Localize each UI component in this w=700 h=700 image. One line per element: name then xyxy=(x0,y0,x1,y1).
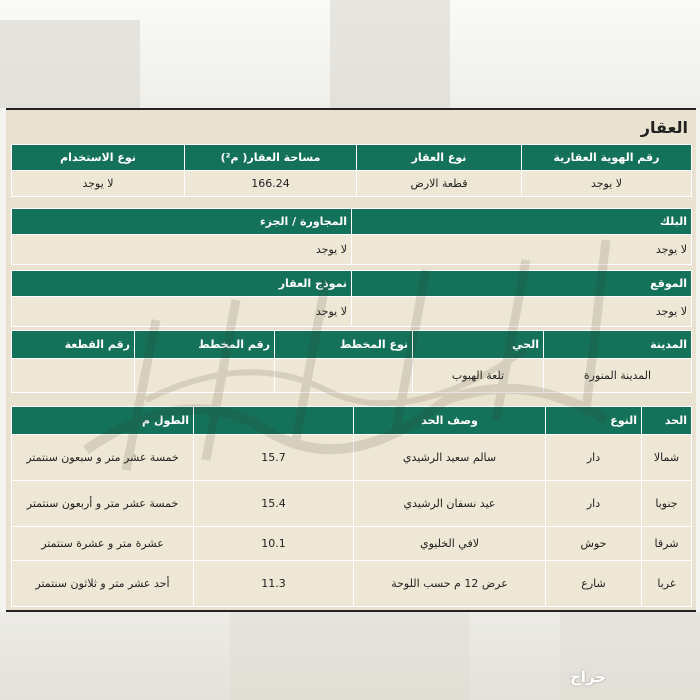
value-usage-type: لا يوجد xyxy=(12,171,185,197)
boundary-type: حوش xyxy=(546,527,642,561)
header-boundary-length-number xyxy=(194,407,354,435)
value-location: لا يوجد xyxy=(352,297,692,327)
boundary-description: عرض 12 م حسب اللوحة xyxy=(354,561,546,607)
value-property-type: قطعة الارض xyxy=(357,171,522,197)
boundary-length-text: عشرة متر و عشرة سنتمتر xyxy=(12,527,194,561)
boundary-side: شرقا xyxy=(642,527,692,561)
address-table xyxy=(11,330,692,393)
header-block: البلك xyxy=(352,209,692,235)
boundary-length-number: 11.3 xyxy=(194,561,354,607)
boundary-description: عيد نسفان الرشيدي xyxy=(354,481,546,527)
header-boundary-description: وصف الحد xyxy=(354,407,546,435)
value-plan-type xyxy=(275,359,413,393)
value-district: تلعة الهبوب xyxy=(413,359,544,393)
value-plan-number xyxy=(135,359,275,393)
boundaries-table xyxy=(11,406,692,607)
background-building xyxy=(0,20,140,108)
boundary-side: شمالا xyxy=(642,435,692,481)
header-property-area: مساحة العقار( م²) xyxy=(185,145,357,171)
header-location: الموقع xyxy=(352,271,692,297)
value-property-id: لا يوجد xyxy=(522,171,692,197)
header-neighborhood-part: المجاورة / الجزء xyxy=(12,209,352,235)
boundary-length-text: خمسة عشر متر و أربعون سنتمتر xyxy=(12,481,194,527)
value-property-model: لا يوجد xyxy=(12,297,352,327)
header-plot-number: رقم القطعة xyxy=(12,331,135,359)
header-city: المدينة xyxy=(544,331,692,359)
header-plan-number: رقم المخطط xyxy=(135,331,275,359)
boundary-type: شارع xyxy=(546,561,642,607)
header-boundary-length: الطول م xyxy=(12,407,194,435)
boundary-description: لافي الخليوي xyxy=(354,527,546,561)
block-table xyxy=(11,208,692,265)
background-building xyxy=(330,0,450,108)
header-boundary-side: الحد xyxy=(642,407,692,435)
boundary-side: جنوبا xyxy=(642,481,692,527)
value-neighborhood-part: لا يوجد xyxy=(12,235,352,265)
boundary-length-number: 15.4 xyxy=(194,481,354,527)
value-city: المدينة المنورة xyxy=(544,359,692,393)
value-property-area: 166.24 xyxy=(185,171,357,197)
header-property-model: نموذج العقار xyxy=(12,271,352,297)
location-table xyxy=(11,270,692,327)
background-building xyxy=(560,612,700,700)
header-district: الحي xyxy=(413,331,544,359)
boundary-side: غربا xyxy=(642,561,692,607)
boundary-length-number: 15.7 xyxy=(194,435,354,481)
boundary-length-text: أحد عشر متر و ثلاثون سنتمتر xyxy=(12,561,194,607)
boundary-type: دار xyxy=(546,481,642,527)
property-document xyxy=(6,108,696,612)
haraj-logo: حراج xyxy=(570,668,607,686)
boundary-type: دار xyxy=(546,435,642,481)
header-usage-type: نوع الاستخدام xyxy=(12,145,185,171)
header-property-type: نوع العقار xyxy=(357,145,522,171)
header-boundary-type: النوع xyxy=(546,407,642,435)
property-table xyxy=(11,144,692,197)
value-plot-number xyxy=(12,359,135,393)
value-block: لا يوجد xyxy=(352,235,692,265)
boundary-description: سالم سعيد الرشيدي xyxy=(354,435,546,481)
boundary-length-text: خمسة عشر متر و سبعون سنتمتر xyxy=(12,435,194,481)
document-title: العقار xyxy=(640,118,688,137)
background-building xyxy=(230,612,470,700)
header-plan-type: نوع المخطط xyxy=(275,331,413,359)
boundary-length-number: 10.1 xyxy=(194,527,354,561)
header-property-id: رقم الهوية العقارية xyxy=(522,145,692,171)
